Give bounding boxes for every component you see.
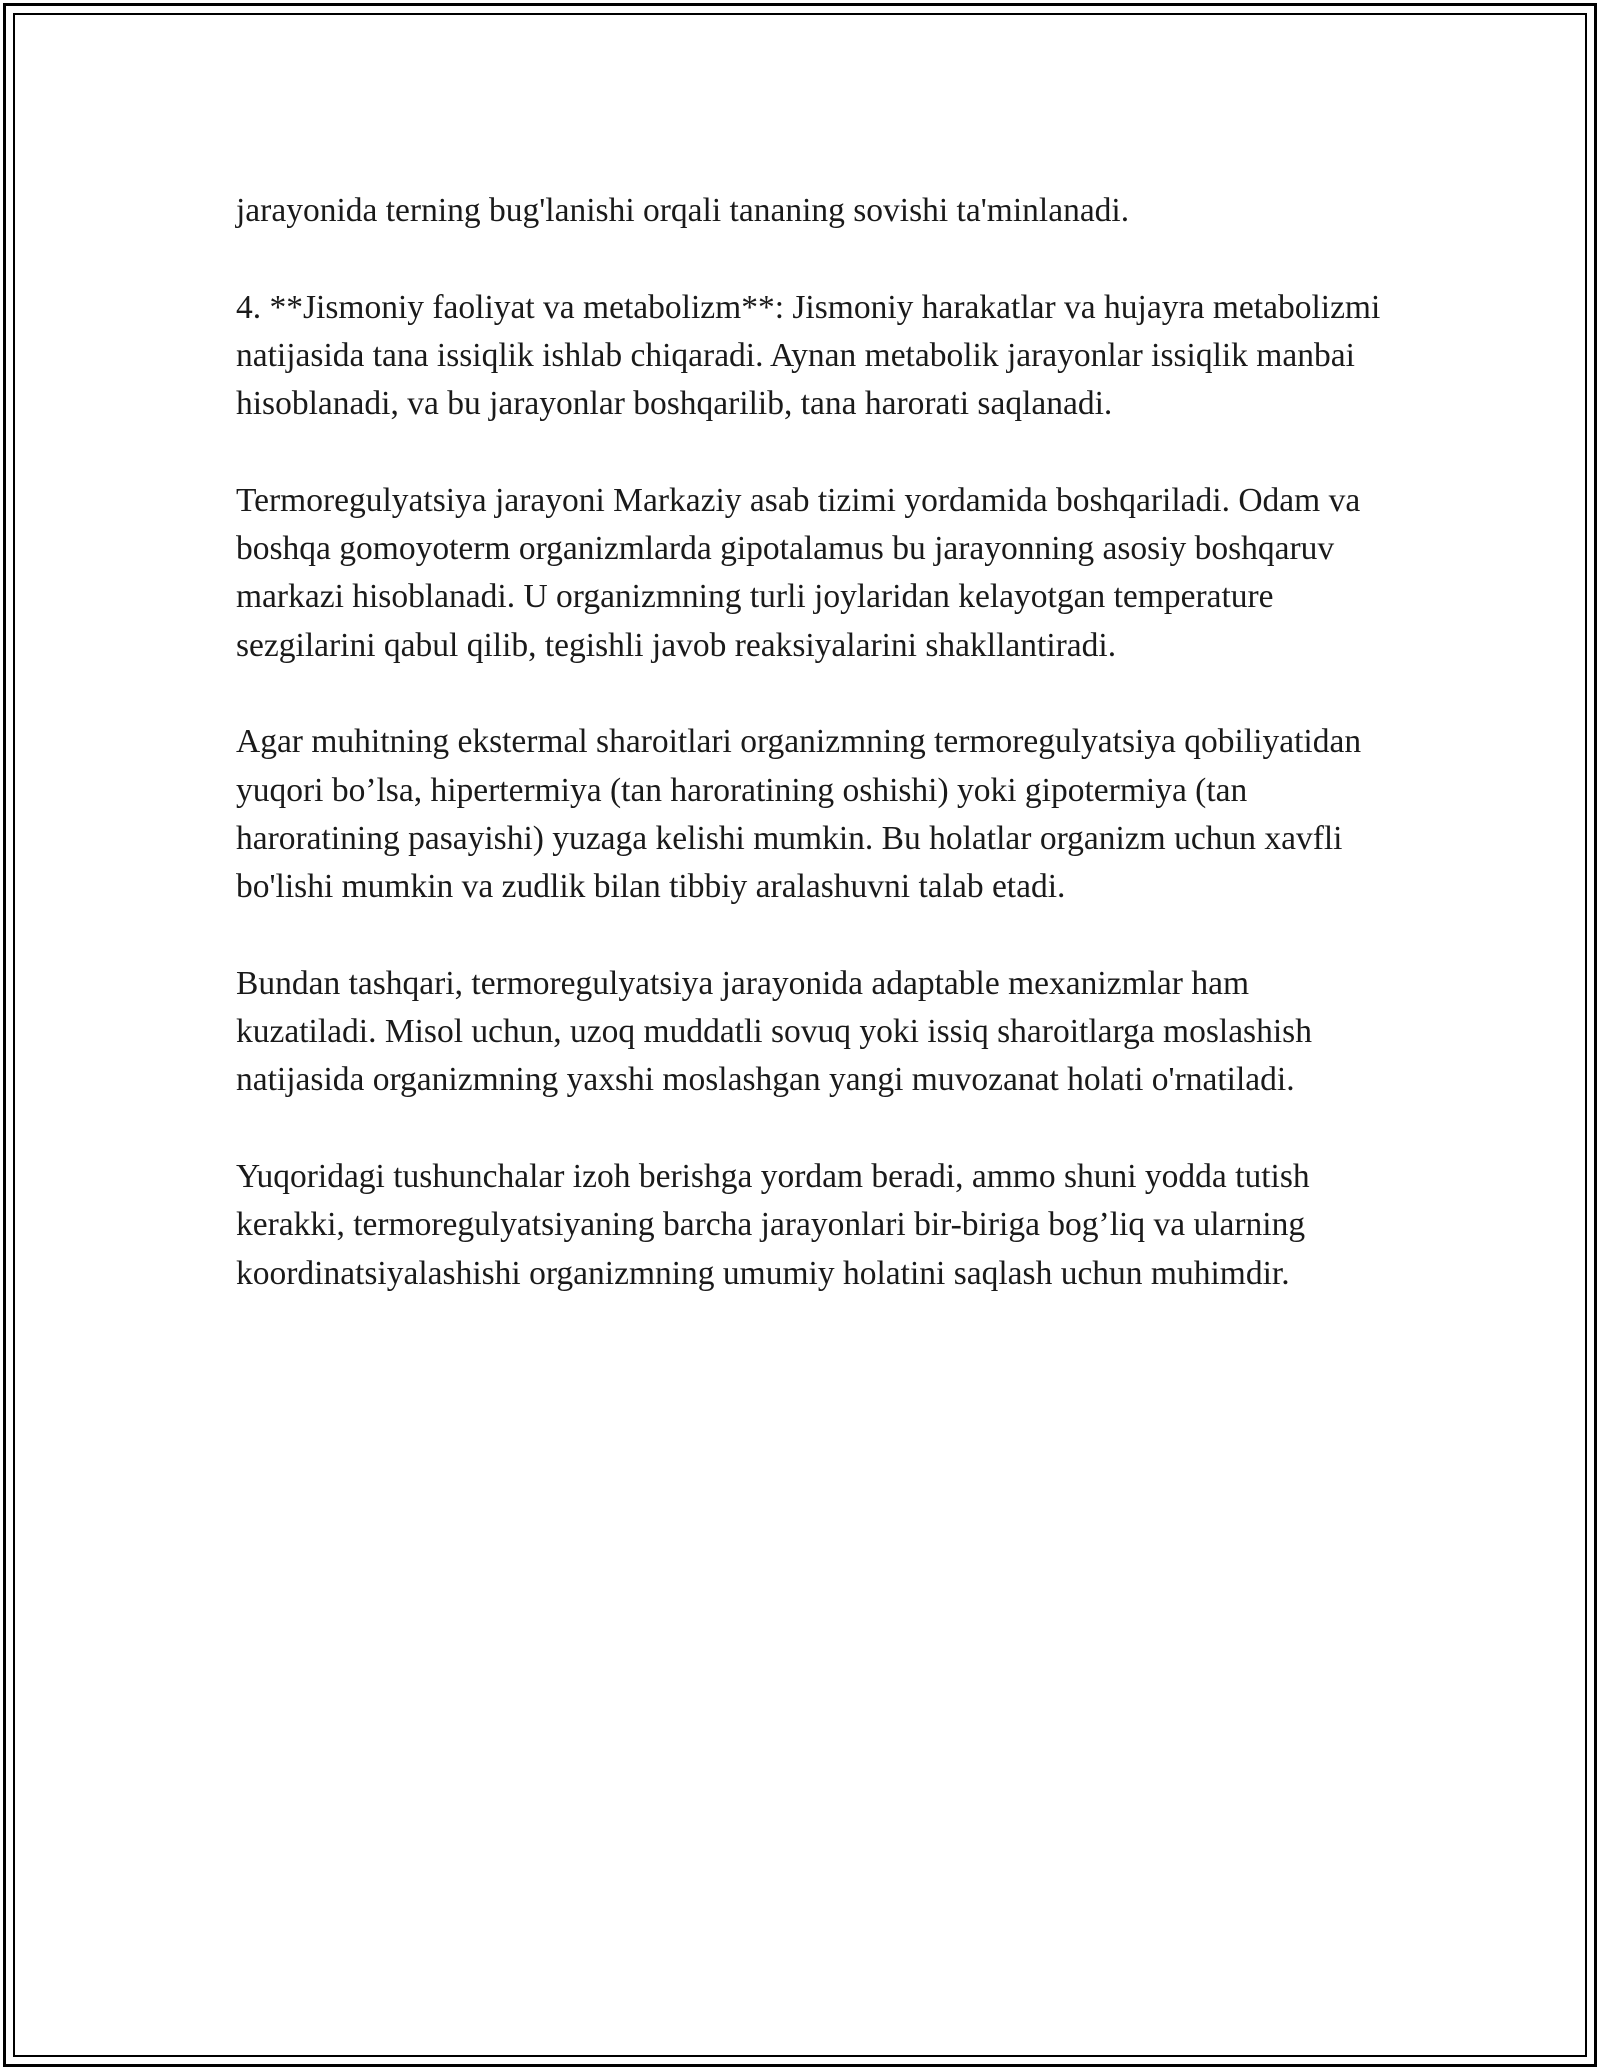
paragraph-hyper-hypothermia: Agar muhitning ekstermal sharoitlari organizmning termoregulyatsiya qobiliyatidan yuqori bo’lsa, hipertermiya (tan haroratining oshishi) yoki gipotermiya (tan haroratining pasayishi) yuzaga kelishi mumkin. Bu holatlar organizm uchun xavfli bo'lishi mumkin va zudlik bilan tibbiy aralashuvni talab etadi. (236, 723, 1362, 906)
paragraph-central-nervous-system: Termoregulyatsiya jarayoni Markaziy asab tizimi yordamida boshqariladi. Odam va boshqa gomoyoterm organizmlarda gipotalamus bu jarayonning asosiy boshqaruv markazi hisoblanadi. U organizmning turli joylaridan kelayotgan temperature sezgilarini qabul qilib, tegishli javob reaksiyalarini shakllantiradi. (236, 481, 1361, 664)
paragraph-conclusion: Yuqoridagi tushunchalar izoh berishga yordam beradi, ammo shuni yodda tutish kerakki, termoregulyatsiyaning barcha jarayonlari bir-biriga bog’liq va ularning koordinatsiyalashishi organizmning umumiy holatini saqlash uchun muhimdir. (236, 1157, 1310, 1292)
document-body (236, 187, 1396, 1298)
paragraph-adaptation: Bundan tashqari, termoregulyatsiya jarayonida adaptable mexanizmlar ham kuzatiladi. Misol uchun, uzoq muddatli sovuq yoki issiq sharoitlarga moslashish natijasida organizmning yaxshi moslashgan yangi muvozanat holati o'rnatiladi. (236, 964, 1312, 1099)
paragraph-physical-activity: 4. **Jismoniy faoliyat va metabolizm**: Jismoniy harakatlar va hujayra metabolizmi natijasida tana issiqlik ishlab chiqaradi. Aynan metabolik jarayonlar issiqlik manbai hisoblanadi, va bu jarayonlar boshqarilib, tana harorati saqlanadi. (236, 288, 1381, 423)
paragraph-evaporation-continuation: jarayonida terning bug'lanishi orqali tananing sovishi ta'minlanadi. (236, 192, 1130, 229)
